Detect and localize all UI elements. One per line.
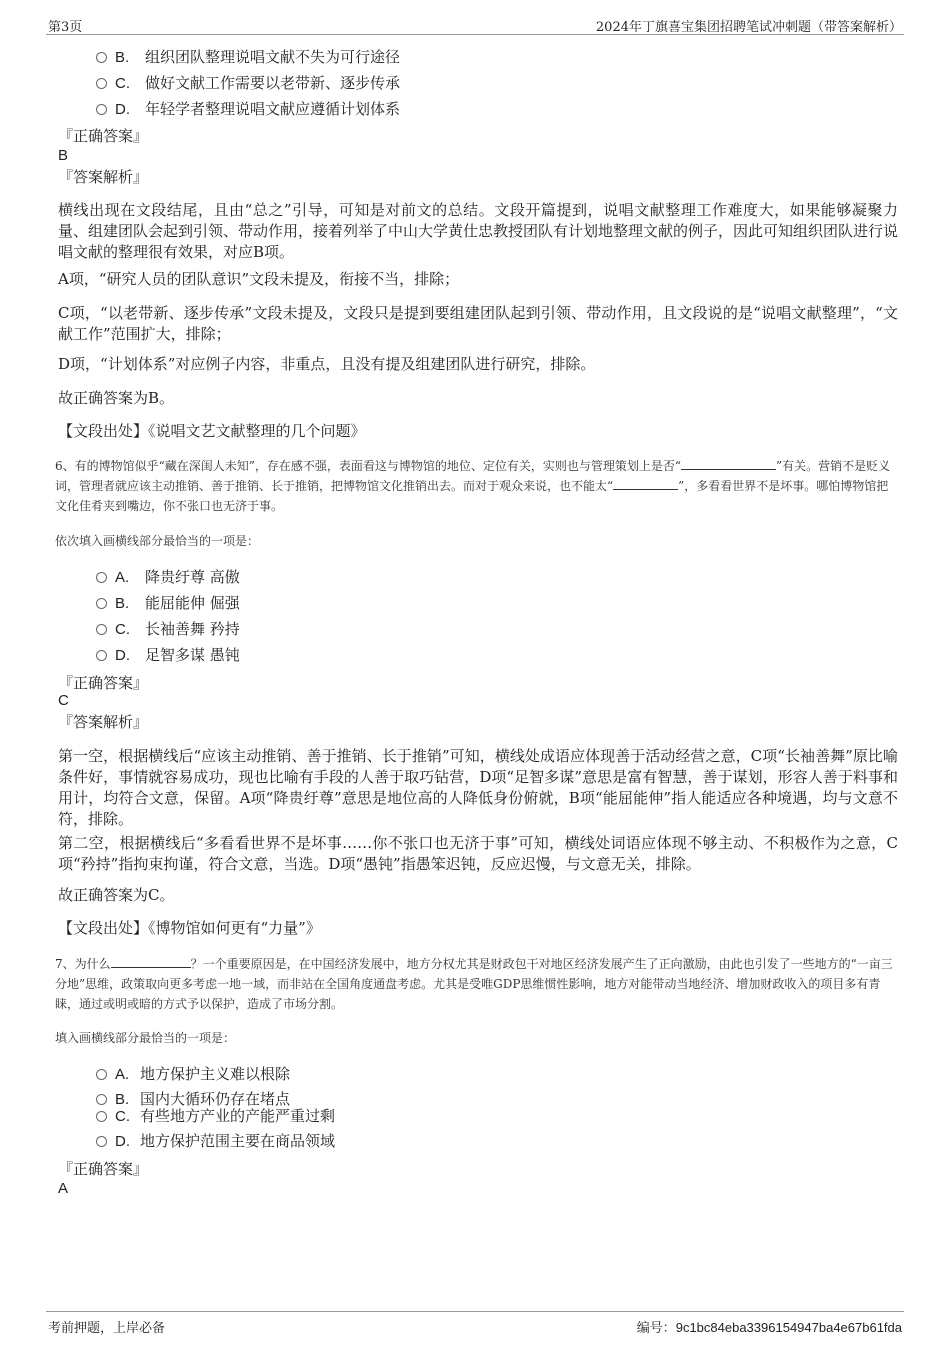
q5-analysis-label: 『答案解析』	[58, 168, 149, 186]
option-text: 能屈能伸 倔强	[145, 594, 240, 612]
q6-option-c[interactable]: C. 长袖善舞 矜持	[96, 619, 240, 640]
option-text: 地方保护主义难以根除	[140, 1065, 291, 1083]
q6-analysis-para-1: 第一空，根据横线后“应该主动推销、善于推销、长于推销”可知，横线处成语应体现善于活动经营之意，C项“长袖善舞”原比喻条件好，事情就容易成功，现也比喻有手段的人善于取巧钻营，D项“足智多谋”意思是富有智慧，善于谋划，形容人善于料事和用计，均符合文意，保留。A项“降贵纡尊”意思是地位高的人降低身份俯就，B项“能屈能伸”指人能适应各种境遇，均与文意不符，排除。	[58, 747, 898, 828]
source-label: 【文段出处】	[58, 919, 149, 937]
option-text: 国内大循环仍存在堵点	[140, 1090, 291, 1108]
q5-analysis-para-3: C项，“以老带新、逐步传承”文段未提及，文段只是提到要组建团队起到引领、带动作用，且文段说的是“说唱文献整理”，“文献工作”范围扩大，排除；	[58, 304, 898, 343]
q5-analysis-para-1: 横线出现在文段结尾，且由“总之”引导，可知是对前文的总结。文段开篇提到，说唱文献整理工作难度大，如果能够凝聚力量、组建团队会起到引领、带动作用，接着列举了中山大学黄仕忠教授团队有计划地整理文献的例子，因此可知组织团队进行说唱文献的整理很有效果，对应B项。	[58, 201, 899, 261]
blank-1	[681, 457, 776, 470]
q5-option-b[interactable]: B. 组织团队整理说唱文献不失为可行途径	[96, 47, 400, 68]
q7-question: 7、为什么 ？一个重要原因是，在中国经济发展中，地方分权尤其是财政包干对地区经济发展产生了正向激励，由此也引发了一些地方的“一亩三分地”思维，政策取向更多考虑一地一域，而非站在全国角度通盘考虑。尤其是受唯GDP思维惯性影响，地方对能带动当地经济、增加财政收入的项目多有青睐，通过或明或暗的方式予以保护，造成了市场分割。	[55, 957, 893, 1011]
radio-icon[interactable]	[96, 1111, 107, 1122]
q5-option-c[interactable]: C. 做好文献工作需要以老带新、逐步传承	[96, 73, 400, 94]
option-text: 年轻学者整理说唱文献应遵循计划体系	[145, 100, 401, 118]
footer-slogan: 考前押题，上岸必备	[48, 1321, 166, 1336]
radio-icon[interactable]	[96, 1069, 107, 1080]
q7-option-c[interactable]: C. 有些地方产业的产能严重过剩	[96, 1106, 335, 1127]
document-title: 2024年丁旗喜宝集团招聘笔试冲刺题（带答案解析）	[595, 20, 902, 35]
q6-prompt: 依次填入画横线部分最恰当的一项是：	[55, 534, 260, 548]
option-text: 组织团队整理说唱文献不失为可行途径	[145, 48, 401, 66]
source-label: 【文段出处】	[58, 422, 149, 440]
radio-icon[interactable]	[96, 52, 107, 63]
q5-correct-answer-label: 『正确答案』	[58, 127, 149, 145]
q5-analysis-para-4: D项，“计划体系”对应例子内容，非重点，且没有提及组建团队进行研究，排除。	[58, 355, 596, 373]
q5-source	[58, 421, 366, 442]
q7-correct-answer: A	[58, 1180, 69, 1197]
q7-prompt: 填入画横线部分最恰当的一项是：	[55, 1031, 236, 1045]
radio-icon[interactable]	[96, 78, 107, 89]
q5-analysis-para-5: 故正确答案为B。	[58, 389, 175, 407]
q6-question: 6、有的博物馆似乎“藏在深闺人未知”，存在感不强，表面看这与博物馆的地位、定位有关，实则也与管理策划上是否“ ”有关。营销不是贬义词，管理者就应该主动推销、善于推销、长于推销，把博物馆文化推销出去。而对于观众来说，也不能太“ ”，多看看世界不是坏事。哪怕博物馆把文化佳肴夹到嘴边，你不张口也无济于事。	[55, 459, 891, 513]
code-value: 9c1bc84eba3396154947ba4e67b61fda	[675, 1320, 902, 1335]
page-footer	[46, 1311, 904, 1336]
radio-icon[interactable]	[96, 572, 107, 583]
blank-2	[613, 477, 678, 490]
q5-correct-answer: B	[58, 147, 69, 164]
radio-icon[interactable]	[96, 104, 107, 115]
radio-icon[interactable]	[96, 598, 107, 609]
option-text: 有些地方产业的产能严重过剩	[140, 1107, 336, 1125]
q6-option-b[interactable]: B. 能屈能伸 倔强	[96, 593, 240, 614]
q5-option-d[interactable]: D. 年轻学者整理说唱文献应遵循计划体系	[96, 99, 400, 120]
radio-icon[interactable]	[96, 650, 107, 661]
page-number: 第3页	[48, 20, 83, 35]
option-text: 降贵纡尊 高傲	[145, 568, 240, 586]
q6-source	[58, 918, 321, 939]
q6-option-a[interactable]: A. 降贵纡尊 高傲	[96, 567, 240, 588]
q6-analysis-para-3: 故正确答案为C。	[58, 886, 175, 904]
q7-option-a[interactable]: A. 地方保护主义难以根除	[96, 1064, 290, 1085]
q6-analysis-para-2: 第二空，根据横线后“多看看世界不是坏事……你不张口也无济于事”可知，横线处词语应体现不够主动、不积极作为之意，C项“矜持”指拘束拘谨，符合文意，当选。D项“愚钝”指愚笨迟钝，反应迟慢，与文意无关，排除。	[58, 834, 898, 873]
code-label: 编号：	[636, 1321, 676, 1336]
option-text: 足智多谋 愚钝	[145, 646, 240, 664]
page-header	[46, 14, 904, 35]
option-text: 长袖善舞 矜持	[145, 620, 240, 638]
option-text: 做好文献工作需要以老带新、逐步传承	[145, 74, 401, 92]
q7-option-b[interactable]: B. 国内大循环仍存在堵点	[96, 1089, 290, 1110]
q6-correct-answer: C	[58, 692, 69, 709]
q6-option-d[interactable]: D. 足智多谋 愚钝	[96, 645, 240, 666]
radio-icon[interactable]	[96, 624, 107, 635]
source-title: 《博物馆如何更有“力量”》	[148, 919, 321, 937]
footer-code	[637, 1317, 902, 1336]
blank-1	[111, 955, 191, 968]
q5-analysis-para-2: A项，“研究人员的团队意识”文段未提及，衔接不当，排除；	[58, 270, 460, 288]
radio-icon[interactable]	[96, 1136, 107, 1147]
q7-correct-answer-label: 『正确答案』	[58, 1160, 149, 1178]
option-text: 地方保护范围主要在商品领域	[140, 1132, 336, 1150]
q6-analysis-label: 『答案解析』	[58, 713, 149, 731]
q7-option-d[interactable]: D. 地方保护范围主要在商品领域	[96, 1131, 335, 1152]
q6-correct-answer-label: 『正确答案』	[58, 674, 149, 692]
radio-icon[interactable]	[96, 1094, 107, 1105]
source-title: 《说唱文艺文献整理的几个问题》	[148, 422, 366, 440]
